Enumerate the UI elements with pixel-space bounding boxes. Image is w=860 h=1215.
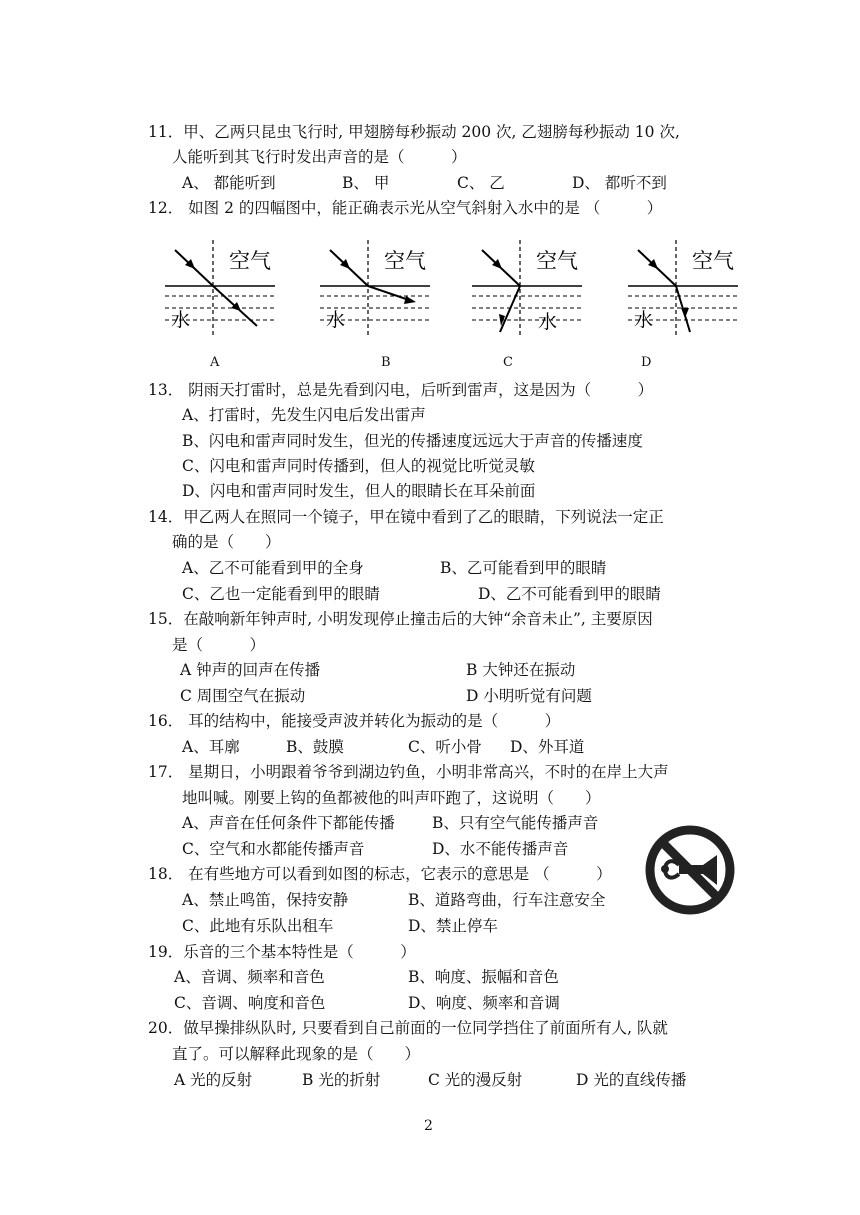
q16-stem: 16． 耳的结构中，能接受声波并转化为振动的是（ ） xyxy=(148,712,561,730)
q12-figures xyxy=(160,238,734,370)
q20-option-b: B 光的折射 xyxy=(302,1071,381,1089)
q14-stem-line1: 14．甲乙两人在照同一个镜子，甲在镜中看到了乙的眼睛，下列说法一定正 xyxy=(148,508,664,526)
no-horn-icon xyxy=(645,825,735,915)
q18-option-a: A、禁止鸣笛，保持安静 xyxy=(182,891,349,909)
q14-option-d: D、乙不可能看到甲的眼睛 xyxy=(478,585,661,603)
figure-b xyxy=(320,238,430,338)
q19-option-d: D、响度、频率和音调 xyxy=(408,994,560,1012)
q13-stem: 13． 阴雨天打雷时，总是先看到闪电，后听到雷声，这是因为（ ） xyxy=(148,381,654,399)
q20-option-c: C 光的漫反射 xyxy=(428,1071,523,1089)
q18-stem: 18． 在有些地方可以看到如图的标志，它表示的意思是 （ ） xyxy=(148,865,612,883)
refraction-diagram-c xyxy=(472,238,582,338)
q17-option-d: D、水不能传播声音 xyxy=(432,840,569,858)
q17-stem-line2: 地叫喊。刚要上钩的鱼都被他的叫声吓跑了，这说明（ ） xyxy=(182,789,601,807)
q16-option-d: D、外耳道 xyxy=(510,738,585,756)
water-label-b: 水 xyxy=(326,309,346,331)
water-label-d: 水 xyxy=(634,309,654,331)
figure-label-b: B xyxy=(381,355,391,370)
figure-d xyxy=(628,238,738,338)
air-label-a: 空气 xyxy=(229,249,271,273)
figure-label-a: A xyxy=(210,355,220,370)
refraction-diagram-b xyxy=(320,238,430,338)
q13-option-b: B、闪电和雷声同时发生，但光的传播速度远远大于声音的传播速度 xyxy=(182,432,643,450)
q15-stem-line1: 15．在敲响新年钟声时, 小明发现停止撞击后的大钟“余音未止”, 主要原因 xyxy=(148,610,653,628)
figure-label-d: D xyxy=(641,355,652,370)
q15-option-d: D 小明听觉有问题 xyxy=(466,687,592,705)
q18-option-d: D、禁止停车 xyxy=(408,917,498,935)
figure-a xyxy=(165,238,275,338)
q11-option-b: B、 甲 xyxy=(342,174,390,192)
q14-option-a: A、乙不可能看到甲的全身 xyxy=(182,559,364,577)
air-label-b: 空气 xyxy=(384,249,426,273)
q11-option-c: C、 乙 xyxy=(457,174,505,192)
q12-stem: 12． 如图 2 的四幅图中，能正确表示光从空气斜射入水中的是 （ ） xyxy=(148,199,663,217)
q11-stem-line1: 11．甲、乙两只昆虫飞行时, 甲翅膀每秒振动 200 次, 乙翅膀每秒振动 10 次, xyxy=(148,123,680,141)
q20-stem-line1: 20．做早操排纵队时, 只要看到自己前面的一位同学挡住了前面所有人, 队就 xyxy=(148,1019,668,1037)
q20-stem-line2: 直了。可以解释此现象的是（ ） xyxy=(172,1045,421,1063)
q20-option-d: D 光的直线传播 xyxy=(576,1071,687,1089)
figure-c xyxy=(472,238,582,338)
refraction-diagram-a xyxy=(165,238,275,338)
q14-stem-line2: 确的是（ ） xyxy=(172,533,281,551)
q17-option-c: C、空气和水都能传播声音 xyxy=(182,840,365,858)
page-number: 2 xyxy=(424,1118,433,1134)
q17-stem-line1: 17． 星期日，小明跟着爷爷到湖边钓鱼，小明非常高兴，不时的在岸上大声 xyxy=(148,763,669,781)
q16-option-a: A、耳廓 xyxy=(182,738,240,756)
q13-option-d: D、闪电和雷声同时发生，但人的眼睛长在耳朵前面 xyxy=(182,482,536,500)
q16-option-c: C、听小骨 xyxy=(408,738,482,756)
water-label-c: 水 xyxy=(538,311,558,333)
q19-option-c: C、音调、响度和音色 xyxy=(174,994,326,1012)
q15-stem-line2: 是（ ） xyxy=(172,636,266,654)
q11-option-a: A、 都能听到 xyxy=(182,174,276,192)
water-label-a: 水 xyxy=(171,309,191,331)
q19-option-a: A、音调、频率和音色 xyxy=(174,968,325,986)
q18-option-c: C、此地有乐队出租车 xyxy=(182,917,334,935)
q11-stem-line2: 人能听到其飞行时发出声音的是（ ） xyxy=(172,148,467,166)
q15-option-a: A 钟声的回声在传播 xyxy=(180,661,321,679)
q11-option-d: D、 都听不到 xyxy=(572,174,667,192)
q14-option-b: B、乙可能看到甲的眼睛 xyxy=(440,559,607,577)
q20-option-a: A 光的反射 xyxy=(174,1071,253,1089)
air-label-c: 空气 xyxy=(536,249,578,273)
q15-option-c: C 周围空气在振动 xyxy=(180,687,306,705)
q19-stem: 19．乐音的三个基本特性是（ ） xyxy=(148,943,416,961)
figure-label-c: C xyxy=(503,355,513,370)
q17-option-a: A、声音在任何条件下都能传播 xyxy=(182,814,395,832)
q16-option-b: B、鼓膜 xyxy=(286,738,344,756)
q14-option-c: C、乙也一定能看到甲的眼睛 xyxy=(182,585,380,603)
air-label-d: 空气 xyxy=(692,249,734,273)
q19-option-b: B、响度、振幅和音色 xyxy=(408,968,559,986)
q18-option-b: B、道路弯曲，行车注意安全 xyxy=(408,891,606,909)
no-horn-sign xyxy=(645,825,735,915)
q17-option-b: B、只有空气能传播声音 xyxy=(432,814,599,832)
refraction-diagram-d xyxy=(628,238,738,338)
q13-option-a: A、打雷时，先发生闪电后发出雷声 xyxy=(182,406,426,424)
q13-option-c: C、闪电和雷声同时传播到，但人的视觉比听觉灵敏 xyxy=(182,457,535,475)
q15-option-b: B 大钟还在振动 xyxy=(466,661,576,679)
